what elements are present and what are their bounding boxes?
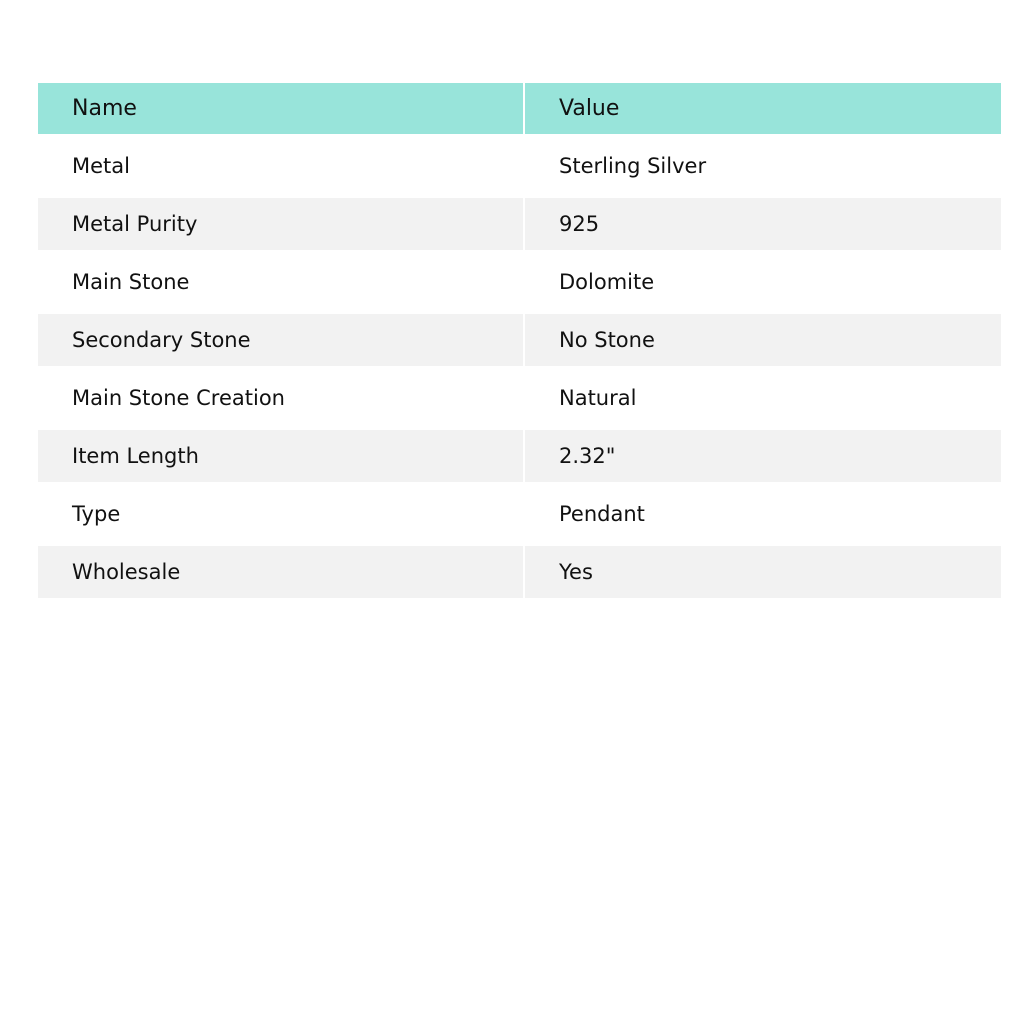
row-name-cell: Main Stone Creation [38, 366, 524, 430]
table-row [38, 198, 1001, 250]
row-value-cell: Yes [524, 546, 1001, 598]
row-name-cell: Main Stone [38, 250, 524, 314]
specifications-table [38, 83, 1001, 598]
row-name-cell: Wholesale [38, 546, 524, 598]
row-value-cell: Sterling Silver [524, 134, 1001, 198]
table-row [38, 250, 1001, 314]
table-row [38, 314, 1001, 366]
row-name-cell: Item Length [38, 430, 524, 482]
row-value-cell: No Stone [524, 314, 1001, 366]
column-header-name: Name [38, 83, 524, 134]
table-row [38, 134, 1001, 198]
row-name-cell: Metal [38, 134, 524, 198]
table-row [38, 366, 1001, 430]
table-header-row [38, 83, 1001, 134]
row-name-cell: Secondary Stone [38, 314, 524, 366]
column-header-value: Value [524, 83, 1001, 134]
row-value-cell: Dolomite [524, 250, 1001, 314]
table-row [38, 546, 1001, 598]
table-row [38, 430, 1001, 482]
row-value-cell: 925 [524, 198, 1001, 250]
row-name-cell: Metal Purity [38, 198, 524, 250]
table-header [38, 83, 1001, 134]
table-row [38, 482, 1001, 546]
row-value-cell: Pendant [524, 482, 1001, 546]
table-body [38, 134, 1001, 598]
row-value-cell: 2.32" [524, 430, 1001, 482]
row-name-cell: Type [38, 482, 524, 546]
row-value-cell: Natural [524, 366, 1001, 430]
